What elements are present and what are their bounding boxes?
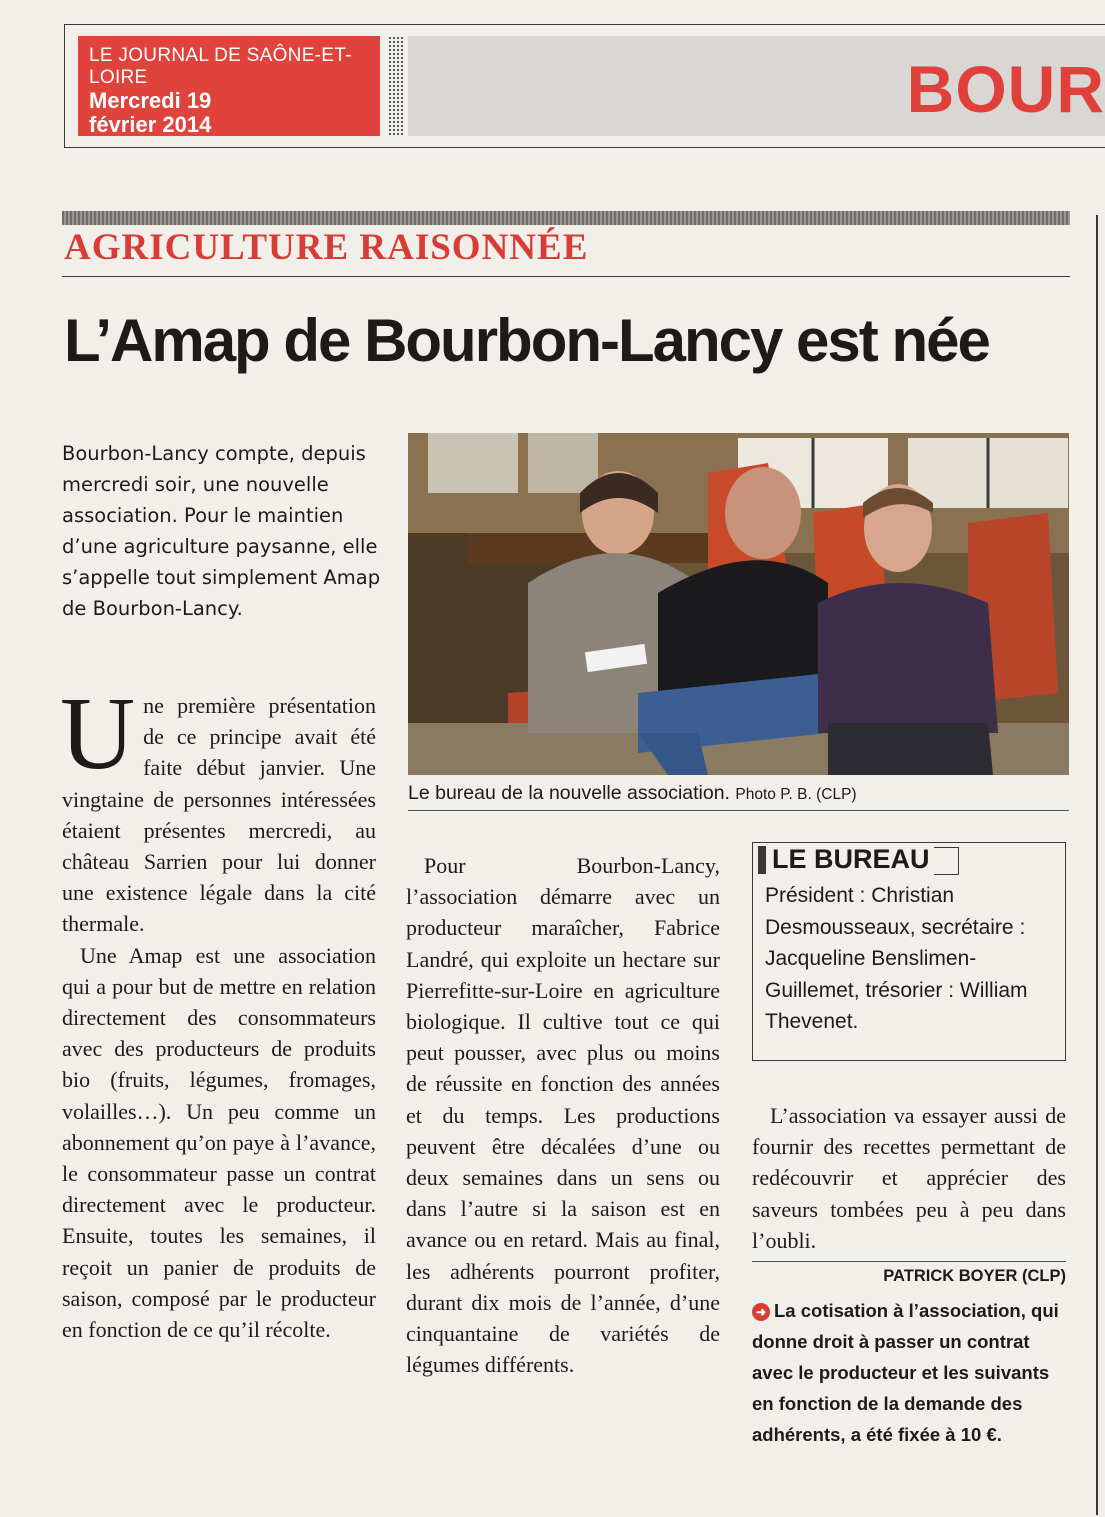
caption-rule (408, 810, 1069, 811)
section-city-name: BOUR (906, 52, 1105, 126)
journal-date-box (78, 36, 380, 136)
caption-text: Le bureau de la nouvelle association. (408, 782, 730, 804)
issue-date-line1: Mercredi 19 (89, 88, 212, 113)
article-column-1 (60, 676, 376, 1345)
kicker-rule (62, 211, 1070, 225)
section-band (408, 36, 1105, 136)
paragraph-1-text: ne première présentation de ce principe avait été faite début janvier. Une vingtaine de personnes intéressées étaient présentes mercredi, au château Sarrien pour lui donner une existence légale dans la cité thermale. (62, 693, 376, 937)
column-separator (1096, 215, 1098, 1515)
paragraph-4: L’association va essayer aussi de fournir des recettes permettant de redécouvrir et apprécier des saveurs tombées peu à peu dans l’oubli. (752, 1103, 1066, 1253)
dotted-separator (388, 36, 404, 136)
drop-cap: U (60, 676, 136, 791)
article-column-2 (406, 850, 720, 1380)
headline: L’Amap de Bourbon-Lancy est née (64, 307, 989, 374)
bureau-title: LE BUREAU (772, 843, 934, 875)
paragraph-3: Pour Bourbon-Lancy, l’association démarre avec un producteur maraîcher, Fabrice Landré, qui exploite un hectare sur Pierrefitte-sur-Loire en agriculture biologique. Il cultive tout ce qui peut pousser, avec plus ou moins de réussite en fonction des années et du temps. Les productions peuvent être décalées d’une ou deux semaines dans un sens ou dans l’autre si la saison est en avance ou en retard. Mais au final, les adhérents pourront profiter, durant dix mois de l’année, d’une cinquantaine de variétés de légumes différents. (406, 853, 720, 1378)
byline: PATRICK BOYER (CLP) (883, 1267, 1066, 1285)
paragraph-1 (60, 676, 376, 940)
issue-date-line2: février 2014 (89, 112, 212, 137)
article-column-3 (752, 1100, 1066, 1256)
arrow-right-icon: ➜ (752, 1303, 770, 1321)
kicker-underline (62, 276, 1070, 277)
lede: Bourbon-Lancy compte, depuis mercredi soir, une nouvelle association. Pour le maintien d’une agriculture paysanne, elle s’appelle tout simplement Amap de Bourbon-Lancy. (62, 442, 381, 620)
byline-rule (752, 1261, 1066, 1262)
info-note (752, 1295, 1066, 1450)
info-note-text: La cotisation à l’association, qui donne droit à passer un contrat avec le producteur et les suivants en fonction de la demande des adhérents, a été fixée à 10 €. (752, 1300, 1059, 1445)
photo-credit: Photo P. B. (CLP) (735, 786, 857, 803)
article-photo (408, 433, 1069, 775)
paragraph-2: Une Amap est une association qui a pour but de mettre en relation directement des consommateurs avec des producteurs de produits bio (fruits, légumes, fromages, volailles…). Un peu comme un abonnement qu’on paye à l’avance, le consommateur passe un contrat directement avec le producteur. Ensuite, toutes les semaines, il reçoit un panier de produits de saison, composé par le producteur en fonction de ce qu’il récolte. (62, 942, 376, 1343)
journal-name: LE JOURNAL DE SAÔNE-ET-LOIRE (89, 45, 352, 88)
kicker: AGRICULTURE RAISONNÉE (64, 227, 589, 268)
photo-caption (408, 779, 1069, 809)
bureau-marker (758, 846, 766, 874)
bureau-text: Président : Christian Desmousseaux, secrétaire : Jacqueline Benslimen-Guillemet, trésorier : William Thevenet. (765, 884, 1028, 1033)
photo-illustration (408, 433, 1069, 775)
